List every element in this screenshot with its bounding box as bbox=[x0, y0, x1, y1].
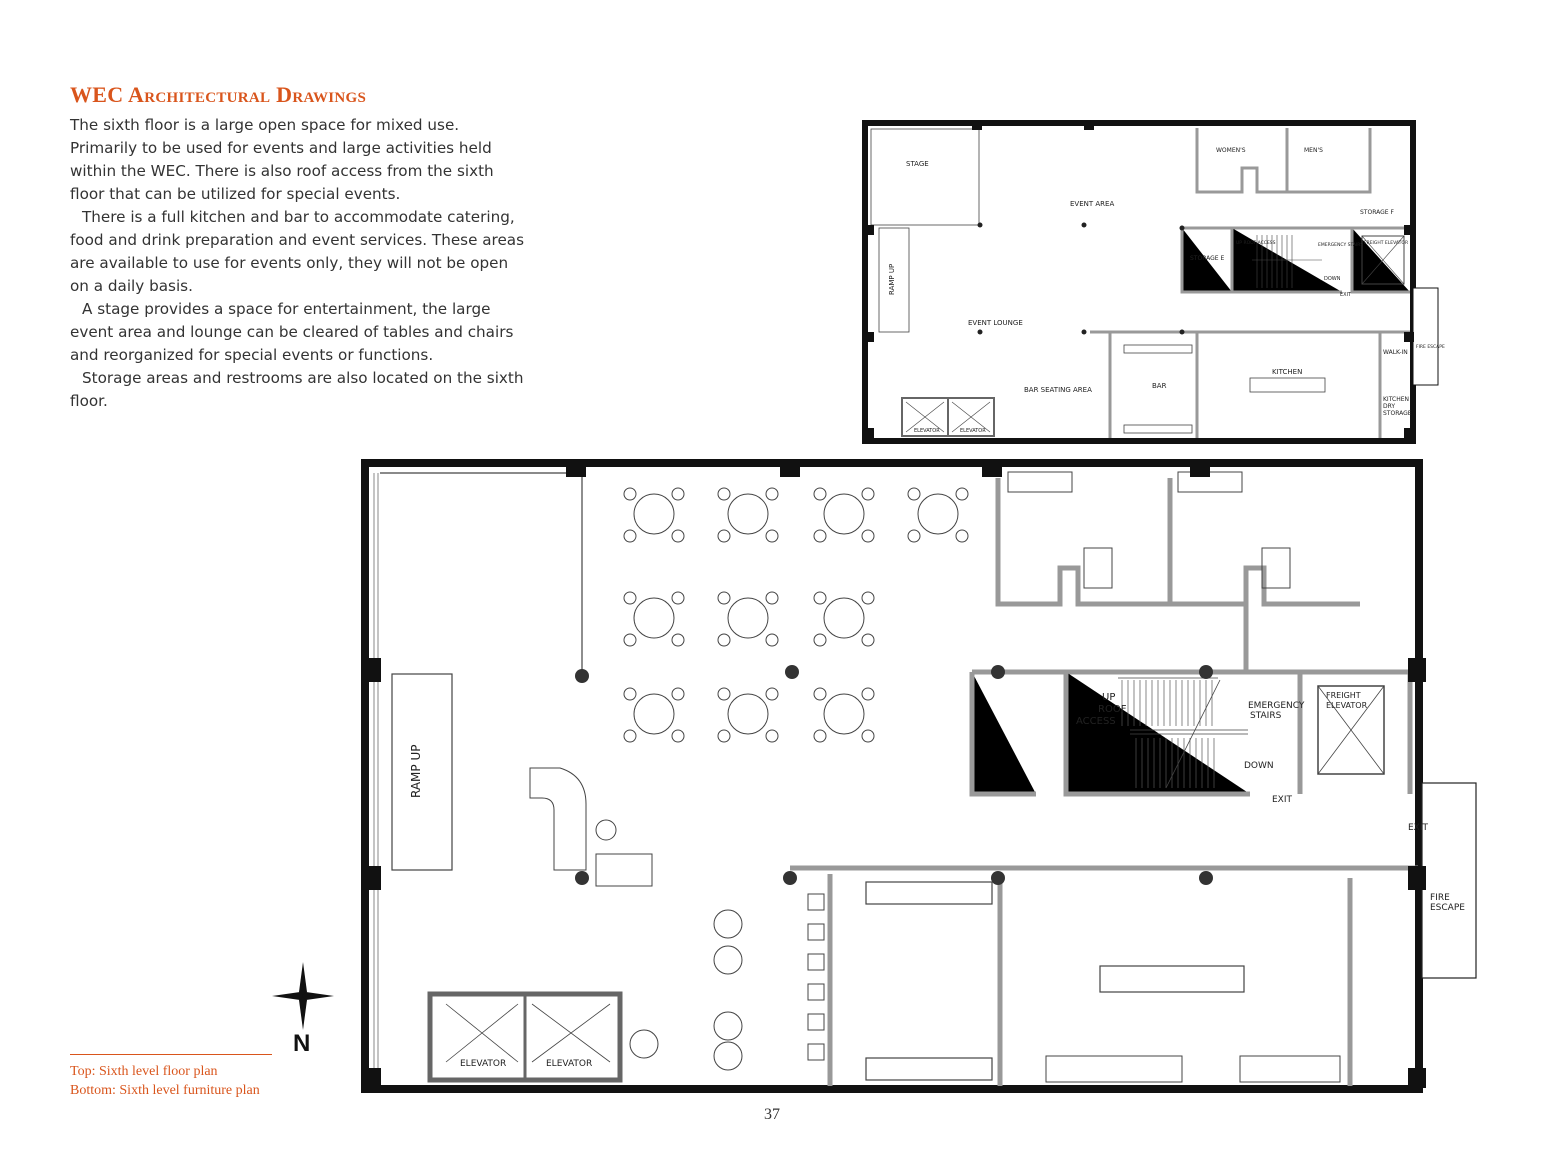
label-fire: FIRE bbox=[1430, 893, 1450, 903]
label-down: DOWN bbox=[1324, 276, 1341, 282]
bistro-table bbox=[714, 1012, 742, 1040]
label-storage-f: STORAGE F bbox=[1360, 209, 1394, 216]
label-exit: EXIT bbox=[1340, 292, 1352, 298]
label-elevator-right: ELEVATOR bbox=[546, 1059, 593, 1069]
table-group bbox=[814, 592, 874, 646]
label-exit-core: EXIT bbox=[1272, 795, 1293, 805]
intro-text bbox=[70, 114, 525, 413]
side-table bbox=[596, 820, 616, 840]
label-event-area: EVENT AREA bbox=[1070, 200, 1115, 208]
label-kitchen-dry-storage-line2: DRY bbox=[1383, 403, 1396, 410]
label-bar: BAR bbox=[1152, 382, 1167, 390]
label-mens: MEN'S bbox=[1304, 147, 1323, 154]
label-escape: ESCAPE bbox=[1430, 903, 1465, 913]
floor-plan bbox=[862, 120, 1445, 445]
label-down: DOWN bbox=[1244, 761, 1274, 771]
bistro-table bbox=[714, 946, 742, 974]
table-group bbox=[718, 488, 778, 542]
label-access: ACCESS bbox=[1076, 716, 1116, 727]
table-group bbox=[814, 488, 874, 542]
label-freight-elevator: FREIGHT ELEVATOR bbox=[1364, 241, 1409, 246]
label-kitchen-dry-storage-line3: STORAGE bbox=[1383, 410, 1412, 417]
intro-paragraph: The sixth floor is a large open space for mixed use. Primarily to be used for events and large activities held within the WEC. There is also roof access from the sixth floor that can be utilized for special events. bbox=[70, 116, 494, 203]
label-storage-e: STORAGE E bbox=[1190, 255, 1225, 262]
label-ramp-up: RAMP UP bbox=[888, 263, 896, 295]
bistro-table bbox=[714, 1042, 742, 1070]
label-emergency: EMERGENCY bbox=[1248, 701, 1305, 711]
table-group bbox=[908, 488, 968, 542]
label-womens: WOMEN'S bbox=[1216, 147, 1246, 154]
label-roof: ROOF bbox=[1098, 704, 1127, 715]
label-elevator-left: ELEVATOR bbox=[460, 1059, 507, 1069]
caption-bottom: Bottom: Sixth level furniture plan bbox=[70, 1083, 260, 1098]
label-bar-seating: BAR SEATING AREA bbox=[1024, 386, 1092, 394]
north-label: N bbox=[293, 1030, 311, 1057]
lounge-sofa-right bbox=[596, 854, 652, 886]
table-group bbox=[814, 688, 874, 742]
floor-plan-outer-wall bbox=[865, 123, 1413, 441]
label-freight: FREIGHT bbox=[1326, 691, 1361, 700]
label-kitchen-dry-storage: KITCHEN bbox=[1383, 396, 1409, 403]
furniture-plan bbox=[360, 458, 1480, 1098]
lounge-sofa bbox=[530, 768, 586, 870]
label-up-roof-access: UP ROOF ACCESS bbox=[1236, 241, 1276, 246]
label-ramp-up: RAMP UP bbox=[409, 744, 423, 798]
intro-paragraph: Storage areas and restrooms are also located on the sixth floor. bbox=[70, 369, 524, 410]
caption-top: Top: Sixth level floor plan bbox=[70, 1064, 218, 1079]
page-title: WEC Architectural Drawings bbox=[70, 82, 367, 107]
page-number: 37 bbox=[764, 1106, 780, 1123]
label-kitchen: KITCHEN bbox=[1272, 368, 1303, 376]
caption-divider bbox=[70, 1054, 272, 1055]
table-group bbox=[718, 688, 778, 742]
label-elevator-left: ELEVATOR bbox=[914, 428, 940, 434]
table-group bbox=[624, 592, 684, 646]
bistro-table bbox=[714, 910, 742, 938]
kitchen-island bbox=[1100, 966, 1244, 992]
label-emergency-stairs: EMERGENCY STAIRS bbox=[1318, 243, 1364, 248]
label-freight-elevator: ELEVATOR bbox=[1326, 701, 1368, 710]
label-elevator-right: ELEVATOR bbox=[960, 428, 986, 434]
label-walk-in: WALK-IN bbox=[1383, 349, 1408, 356]
label-stairs: STAIRS bbox=[1250, 711, 1282, 721]
label-fire-escape: FIRE ESCAPE bbox=[1416, 345, 1445, 350]
intro-paragraph: A stage provides a space for entertainment, the large event area and lounge can be cleared of tables and chairs and reorganized for special events or functions. bbox=[70, 300, 514, 364]
table-group bbox=[624, 688, 684, 742]
intro-paragraph: There is a full kitchen and bar to accommodate catering, food and drink preparation and event services. These areas are available to use for events only, they will not be open on a daily basis. bbox=[70, 208, 525, 295]
label-stage: STAGE bbox=[906, 160, 929, 168]
bistro-table bbox=[630, 1030, 658, 1058]
stage-area bbox=[871, 129, 979, 225]
compass-icon bbox=[270, 960, 336, 1030]
label-up: UP bbox=[1102, 692, 1116, 703]
label-exit-fire: EXIT bbox=[1408, 823, 1429, 833]
table-group bbox=[624, 488, 684, 542]
label-event-lounge: EVENT LOUNGE bbox=[968, 319, 1023, 327]
table-group bbox=[718, 592, 778, 646]
stage-outline bbox=[380, 473, 582, 676]
